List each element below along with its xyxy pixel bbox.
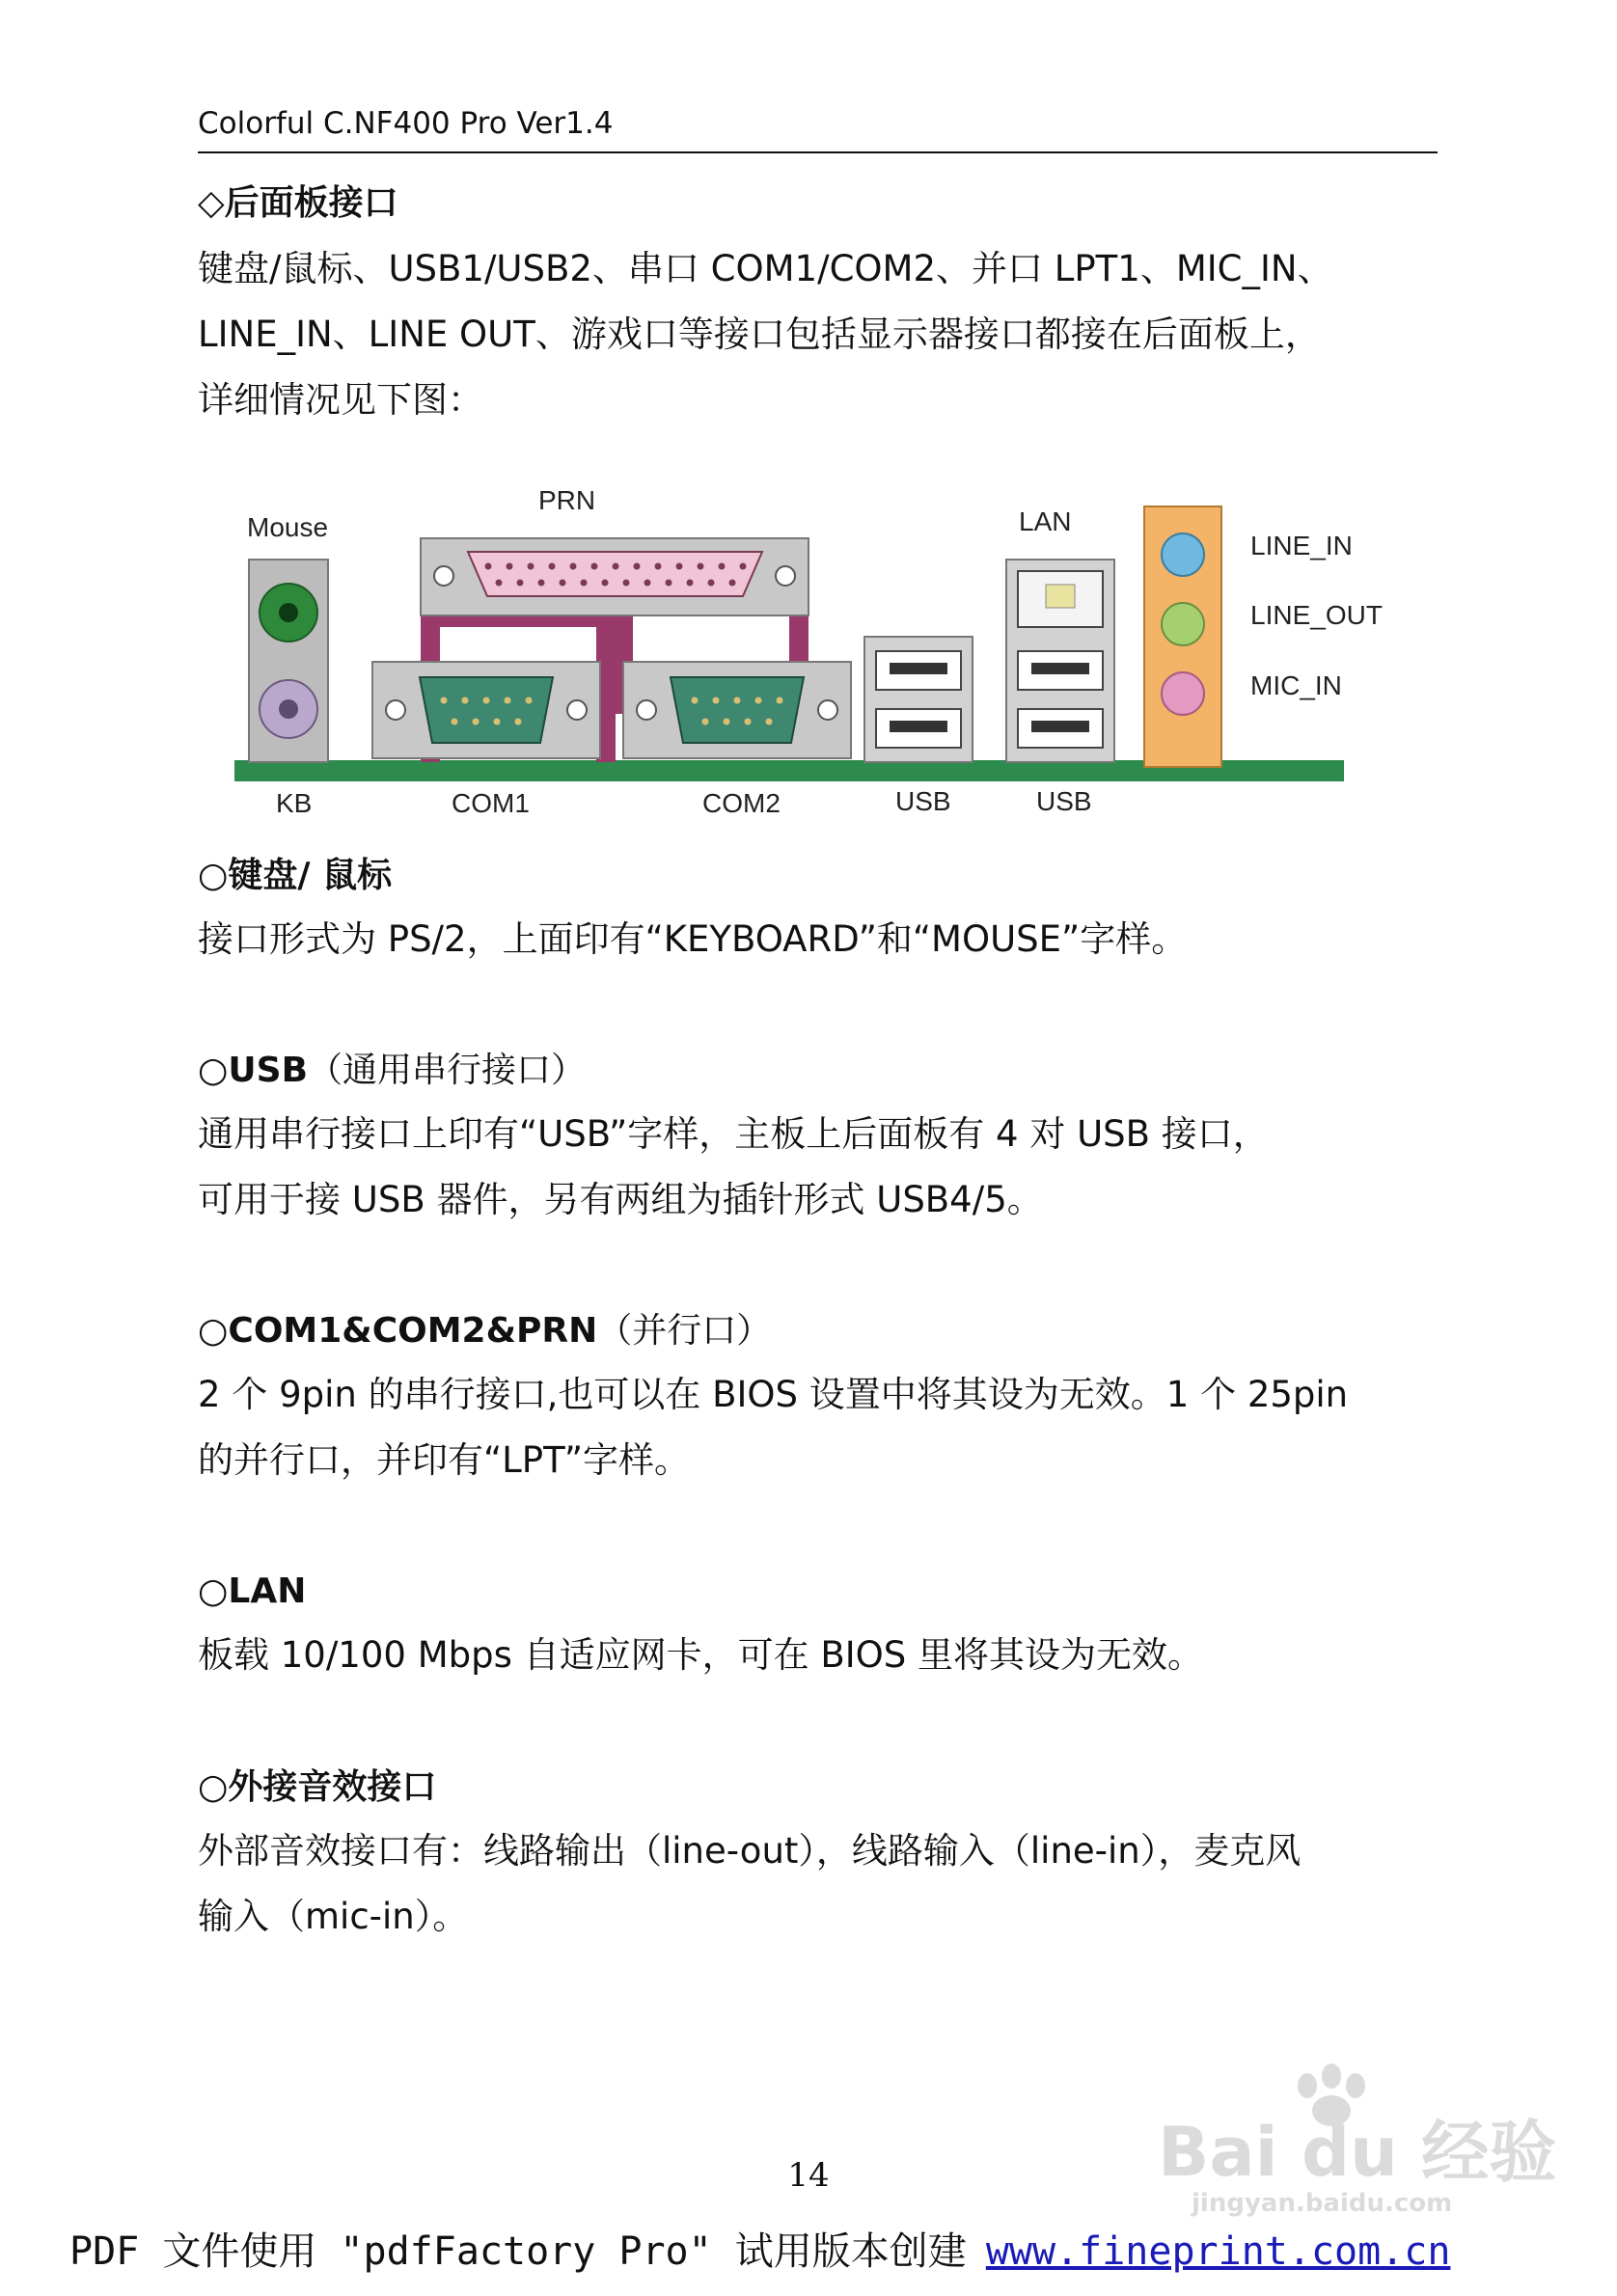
- text-line: 通用串行接口上印有“USB”字样，主板上后面板有 4 对 USB 接口，: [198, 1113, 1269, 1155]
- keyboard-mouse-heading: ○键盘/ 鼠标: [198, 856, 393, 895]
- footer-text: PDF 文件使用 "pdfFactory Pro" 试用版本创建: [69, 2229, 967, 2274]
- pin: [515, 719, 522, 725]
- header-divider: [198, 151, 1438, 153]
- com-prn-heading-title: ○COM1&COM2&PRN: [198, 1311, 598, 1351]
- pin: [549, 563, 556, 570]
- screw-icon: [386, 700, 405, 720]
- pin: [494, 719, 501, 725]
- audio-jack-icon: [1162, 672, 1204, 715]
- pin: [496, 580, 503, 587]
- keyboard-mouse-paragraph: [198, 907, 1442, 972]
- text-line: 外部音效接口有：线路输出（line-out），线路输入（line-in），麦克风: [198, 1830, 1302, 1872]
- label-usb-1: USB: [895, 786, 951, 816]
- pin: [623, 580, 630, 587]
- rj45-contacts: [1046, 585, 1075, 608]
- pin: [702, 719, 709, 725]
- pin: [745, 719, 752, 725]
- pin: [766, 719, 773, 725]
- label-mouse: Mouse: [247, 512, 329, 542]
- rear-panel-diagram: [230, 463, 1407, 839]
- pin: [602, 580, 609, 587]
- screw-icon: [637, 700, 656, 720]
- audio-heading: ○外接音效接口: [198, 1767, 437, 1807]
- pin: [724, 719, 730, 725]
- screw-icon: [818, 700, 837, 720]
- text-line: 可用于接 USB 器件，另有两组为插针形式 USB4/5。: [198, 1179, 1043, 1220]
- watermark-url: jingyan.baidu.com: [1192, 2189, 1453, 2218]
- pin: [719, 563, 726, 570]
- audio-paragraph: [198, 1818, 1442, 1950]
- label-prn: PRN: [538, 485, 596, 515]
- audio-jack-icon: [1162, 533, 1204, 576]
- text-line: 键盘/鼠标、USB1/USB2、串口 COM1/COM2、并口 LPT1、MIC_IN、: [198, 248, 1333, 289]
- pin: [698, 563, 704, 570]
- text-line: 详细情况见下图：: [198, 379, 483, 421]
- pin: [634, 563, 641, 570]
- pin: [505, 697, 511, 704]
- pin: [528, 563, 534, 570]
- pin: [687, 580, 694, 587]
- pin: [462, 697, 469, 704]
- label-usb-2: USB: [1036, 786, 1092, 816]
- label-mic-in: MIC_IN: [1250, 670, 1342, 700]
- usb-paragraph: [198, 1102, 1442, 1233]
- pin: [517, 580, 524, 587]
- watermark-brand: Bai du 经验: [1158, 2113, 1557, 2192]
- pin: [613, 563, 619, 570]
- pin: [729, 580, 736, 587]
- pin: [473, 719, 480, 725]
- serial-port-icon: [671, 677, 804, 743]
- pin: [692, 697, 699, 704]
- label-line-out: LINE_OUT: [1250, 600, 1383, 630]
- pin: [777, 697, 783, 704]
- com-prn-heading-subtitle: （并行口）: [597, 1311, 772, 1351]
- pin: [676, 563, 683, 570]
- rear-panel-heading: ◇后面板接口: [198, 183, 398, 223]
- page-header: Colorful C.NF400 Pro Ver1.4: [198, 106, 614, 141]
- usb-heading: [198, 1047, 586, 1095]
- pin: [591, 563, 598, 570]
- text-line: 接口形式为 PS/2，上面印有“KEYBOARD”和“MOUSE”字样。: [198, 918, 1188, 960]
- com-prn-paragraph: [198, 1362, 1442, 1493]
- pin: [666, 580, 672, 587]
- screw-icon: [776, 566, 795, 586]
- screw-icon: [434, 566, 453, 586]
- usb-tongue: [1031, 663, 1089, 674]
- label-line-in: LINE_IN: [1250, 531, 1353, 560]
- label-kb: KB: [276, 788, 313, 818]
- page-number: 14: [787, 2156, 830, 2195]
- label-com1: COM1: [452, 788, 530, 818]
- audio-jack-icon: [1162, 603, 1204, 645]
- ps2-pin-icon: [279, 699, 298, 719]
- pin: [755, 697, 762, 704]
- serial-port-icon: [420, 677, 553, 743]
- text-line: 2 个 9pin 的串行接口,也可以在 BIOS 设置中将其设为无效。1 个 25pin: [198, 1374, 1349, 1415]
- pin: [740, 563, 747, 570]
- parallel-port-icon: [468, 552, 762, 596]
- screw-icon: [567, 700, 587, 720]
- pin: [526, 697, 533, 704]
- pin: [734, 697, 741, 704]
- pin: [713, 697, 720, 704]
- label-com2: COM2: [702, 788, 781, 818]
- pin: [560, 580, 566, 587]
- text-line: 的并行口，并印有“LPT”字样。: [198, 1439, 691, 1481]
- usb-tongue: [890, 721, 947, 732]
- label-lan: LAN: [1019, 506, 1072, 536]
- usb-heading-title: ○USB: [198, 1051, 309, 1090]
- pin: [483, 697, 490, 704]
- pin: [708, 580, 715, 587]
- pin: [570, 563, 577, 570]
- pin: [441, 697, 448, 704]
- usb-heading-subtitle: （通用串行接口）: [308, 1051, 587, 1090]
- lan-paragraph: [198, 1623, 1442, 1688]
- text-line: 输入（mic-in）。: [198, 1896, 469, 1937]
- pin: [655, 563, 662, 570]
- pin: [644, 580, 651, 587]
- usb-tongue: [890, 663, 947, 674]
- com-prn-heading: [198, 1307, 771, 1355]
- lan-heading: ○LAN: [198, 1572, 307, 1611]
- pin: [581, 580, 588, 587]
- footer-link[interactable]: www.fineprint.com.cn: [985, 2229, 1451, 2274]
- pin: [507, 563, 513, 570]
- pin: [452, 719, 458, 725]
- pin: [485, 563, 492, 570]
- text-line: LINE_IN、LINE OUT、游戏口等接口包括显示器接口都接在后面板上，: [198, 314, 1321, 355]
- rear-panel-paragraph: [198, 236, 1442, 433]
- usb-tongue: [1031, 721, 1089, 732]
- pdf-footer: [69, 2221, 1450, 2276]
- ps2-pin-icon: [279, 603, 298, 622]
- text-line: 板载 10/100 Mbps 自适应网卡，可在 BIOS 里将其设为无效。: [198, 1634, 1204, 1676]
- pin: [538, 580, 545, 587]
